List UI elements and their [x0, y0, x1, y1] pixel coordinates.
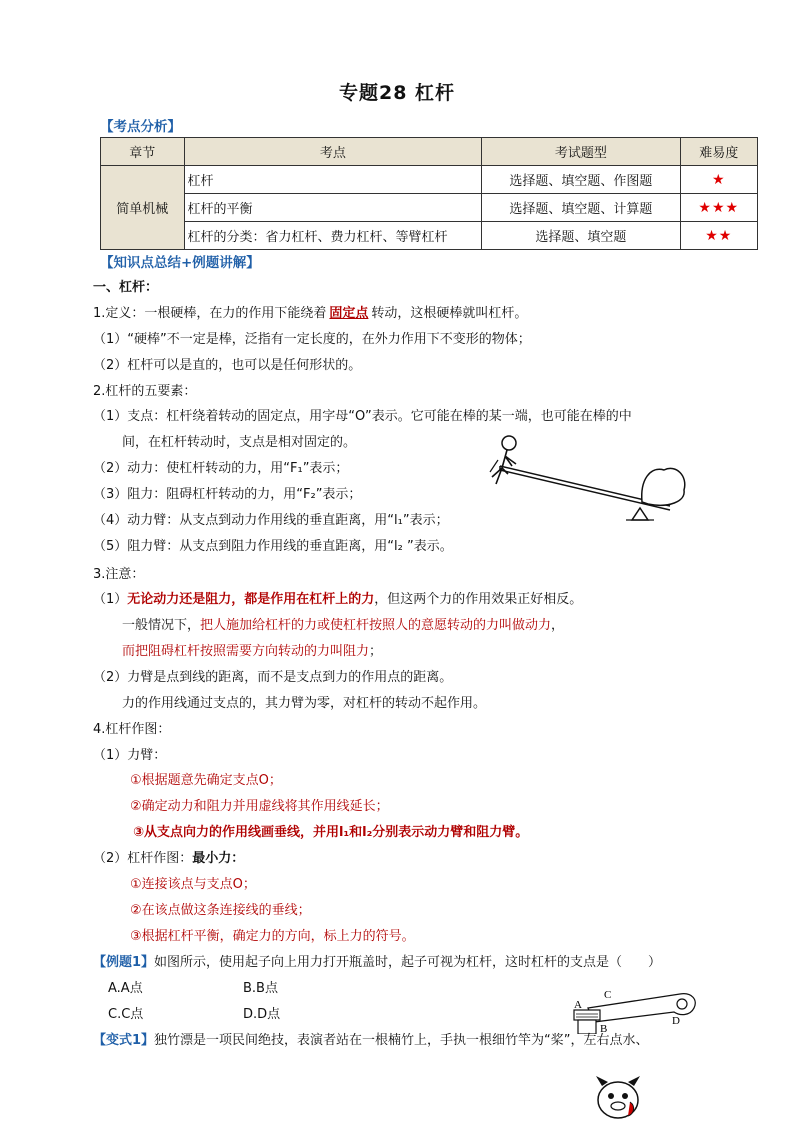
bottle-opener-figure	[560, 988, 702, 1034]
header-level: 难易度	[680, 138, 757, 166]
level-stars: ★★	[680, 222, 757, 250]
attention-1c-red: 而把阻碍杠杆按照需要方向转动的力叫阻力	[122, 644, 370, 659]
drawing-1c: ③从支点向力的作用线画垂线，并用l₁和l₂分别表示动力臂和阻力臂。	[133, 825, 529, 840]
table-row	[101, 166, 758, 194]
types-cell: 选择题、填空题	[482, 222, 680, 250]
example-question: 如图所示，使用起子向上用力打开瓶盖时，起子可视为杠杆，这时杠杆的支点是（ ）	[154, 955, 662, 970]
attention-1c-post: ；	[369, 644, 383, 659]
attention-1c	[122, 643, 382, 661]
element-3: （3）阻力：阻碍杠杆转动的力，用“F₂”表示；	[93, 487, 362, 502]
header-point: 考点	[184, 138, 482, 166]
example-1	[93, 954, 661, 972]
heading-lever: 一、杠杆：	[93, 280, 159, 295]
point-cell: 杠杆的平衡	[184, 194, 482, 222]
option-b: B.B点	[243, 981, 278, 996]
chapter-cell: 简单机械	[101, 166, 185, 250]
element-1a: （1）支点：杠杆绕着转动的固定点，用字母“O”表示。它可能在棒的某一端，也可能在棒的中	[93, 409, 632, 424]
level-stars: ★	[680, 166, 757, 194]
element-4: （4）动力臂：从支点到动力作用线的垂直距离，用“l₁”表示；	[93, 513, 449, 528]
element-5: （5）阻力臂：从支点到阻力作用线的垂直距离，用“l₂ ”表示。	[93, 539, 453, 554]
attention-1b-post: ，	[551, 618, 565, 633]
point-cell: 杠杆	[184, 166, 482, 194]
drawing-title: 4.杠杆作图：	[93, 722, 171, 737]
attention-1-red: 无论动力还是阻力，都是作用在杠杆上的力	[127, 592, 375, 607]
drawing-2-pre: （2）杠杆作图：	[93, 851, 193, 866]
header-chapter: 章节	[101, 138, 185, 166]
attention-1b-red: 把人施加给杠杆的力或使杠杆按照人的意愿转动的力叫做动力	[200, 618, 552, 633]
drawing-1a: ①根据题意先确定支点O；	[130, 773, 282, 788]
exam-points-table	[100, 137, 758, 250]
section-analysis: 【考点分析】	[100, 119, 181, 135]
drawing-2	[93, 850, 244, 868]
table-row	[101, 194, 758, 222]
lever-seesaw-figure	[472, 432, 694, 522]
section-summary: 【知识点总结+例题讲解】	[100, 255, 260, 271]
attention-2b: 力的作用线通过支点的，其力臂为零，对杠杆的转动不起作用。	[122, 696, 487, 711]
attention-1-post: ，但这两个力的作用效果正好相反。	[374, 592, 583, 607]
option-c: C.C点	[108, 1007, 144, 1022]
definition-post: 转动，这根硬棒就叫杠杆。	[371, 306, 528, 321]
drawing-2b: ②在该点做这条连接线的垂线；	[130, 903, 311, 918]
element-2: （2）动力：使杠杆转动的力，用“F₁”表示；	[93, 461, 349, 476]
example-tag: 【例题1】	[93, 955, 155, 970]
drawing-2-bold: 最小力：	[192, 851, 245, 866]
table-header-row	[101, 138, 758, 166]
variant-question: 独竹漂是一项民间绝技，表演者站在一根楠竹上，手执一根细竹竿为“桨”，左右点水、	[154, 1033, 649, 1048]
label-b: B	[600, 1023, 608, 1034]
header-types: 考试题型	[482, 138, 680, 166]
label-d: D	[672, 1015, 680, 1027]
page-title: 专题28 杠杆	[338, 82, 456, 104]
drawing-2a: ①连接该点与支点O；	[130, 877, 256, 892]
point-cell: 杠杆的分类：省力杠杆、费力杠杆、等臂杠杆	[184, 222, 482, 250]
cartoon-mascot-icon	[590, 1072, 646, 1122]
definition-pre: 1.定义：一根硬棒，在力的作用下能绕着	[93, 306, 327, 321]
option-a: A.A点	[108, 981, 143, 996]
note-2: （2）杠杆可以是直的，也可以是任何形状的。	[93, 358, 362, 373]
level-stars: ★★★	[680, 194, 757, 222]
variant-1	[93, 1032, 649, 1050]
drawing-1b: ②确定动力和阻力并用虚线将其作用线延长；	[130, 799, 389, 814]
label-c: C	[604, 989, 612, 1001]
drawing-2c: ③根据杠杆平衡，确定力的方向，标上力的符号。	[130, 929, 415, 944]
element-1b: 间，在杠杆转动时，支点是相对固定的。	[122, 435, 357, 450]
option-d: D.D点	[243, 1007, 281, 1022]
attention-1	[93, 591, 582, 609]
table-row	[101, 222, 758, 250]
definition-key: 固定点	[329, 306, 369, 321]
types-cell: 选择题、填空题、作图题	[482, 166, 680, 194]
definition-line	[93, 305, 527, 323]
label-a: A	[574, 999, 582, 1011]
drawing-1: （1）力臂：	[93, 748, 167, 763]
five-elements-title: 2.杠杆的五要素：	[93, 384, 197, 399]
attention-1b-pre: 一般情况下，	[122, 618, 201, 633]
attention-title: 3.注意：	[93, 567, 145, 582]
attention-1b	[122, 617, 564, 635]
types-cell: 选择题、填空题、计算题	[482, 194, 680, 222]
attention-2: （2）力臂是点到线的距离，而不是支点到力的作用点的距离。	[93, 670, 453, 685]
variant-tag: 【变式1】	[93, 1033, 155, 1048]
note-1: （1）“硬棒”不一定是棒，泛指有一定长度的，在外力作用下不变形的物体；	[93, 332, 531, 347]
attention-1-pre: （1）	[93, 592, 128, 607]
